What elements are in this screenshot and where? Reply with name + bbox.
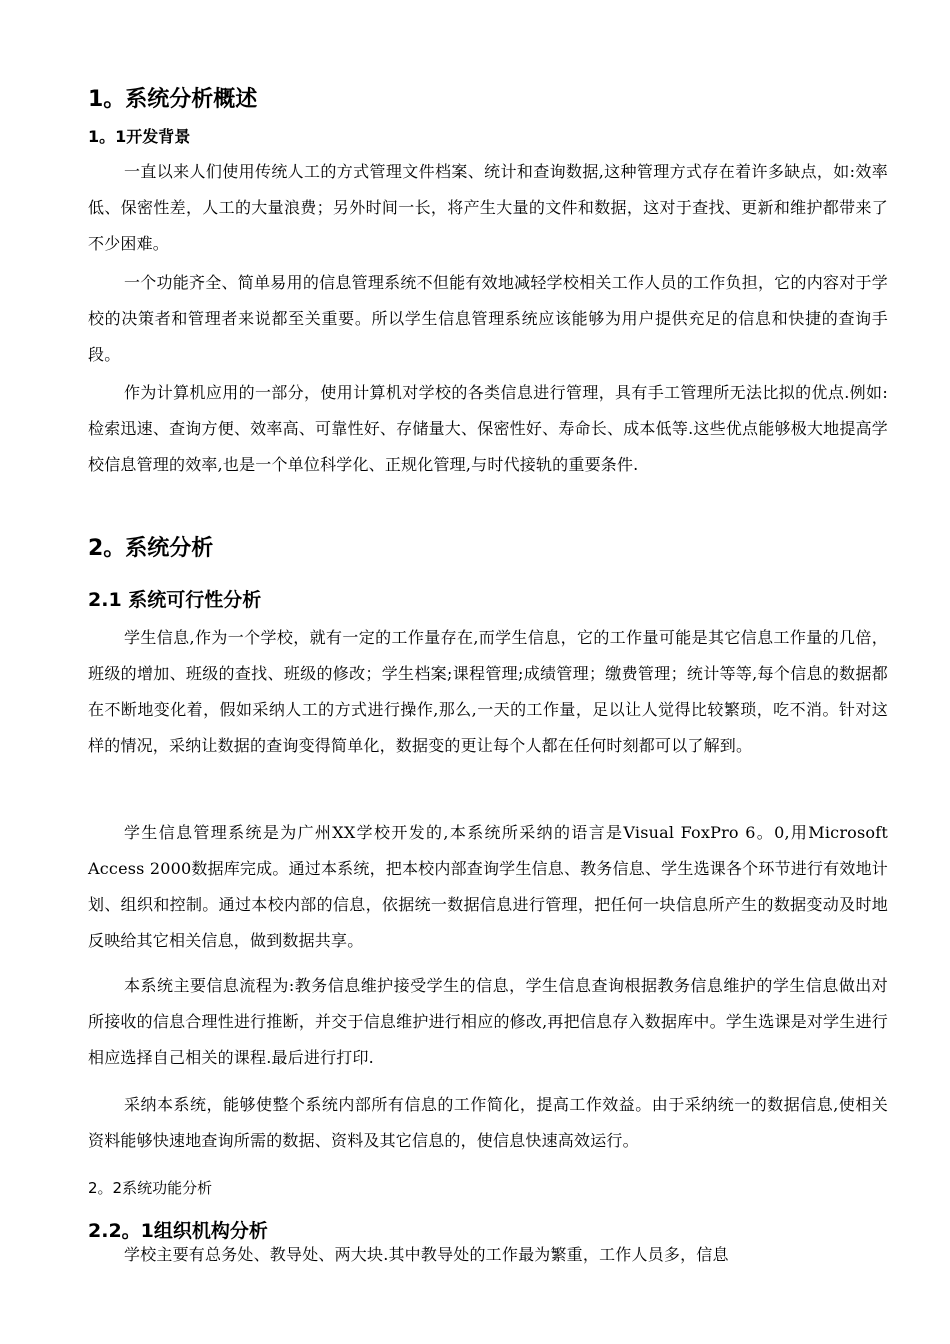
paragraph-feasibility-1: 学生信息,作为一个学校，就有一定的工作量存在,而学生信息，它的工作量可能是其它信息工作量的几倍，班级的增加、班级的查找、班级的修改；学生档案;课程管理;成绩管理；缴费管理；统计等等,每个信息的数据都在不断地变化着，假如采纳人工的方式进行操作,那么,一天的工作量，足以让人觉得比较繁琐，吃不消。针对这样的情况，采纳让数据的查询变得简单化，数据变的更让每个人都在任何时刻都可以了解到。 [88, 628, 888, 755]
paragraph-background-3: 作为计算机应用的一部分，使用计算机对学校的各类信息进行管理，具有手工管理所无法比拟的优点.例如:检索迅速、查询方便、效率高、可靠性好、存储量大、保密性好、寿命长、成本低等.这些优点能够极大地提高学校信息管理的效率,也是一个单位科学化、正规化管理,与时代接轨的重要条件. [88, 383, 888, 474]
section-1-title: 1。系统分析概述 [88, 87, 258, 112]
paragraph-organization-1: 学校主要有总务处、教导处、两大块.其中教导处的工作最为繁重，工作人员多，信息 [124, 1245, 729, 1264]
section-2-2-title: 2。2系统功能分析 [88, 1179, 213, 1197]
paragraph-feasibility-4: 采纳本系统，能够使整个系统内部所有信息的工作简化，提高工作效益。由于采纳统一的数据信息,使相关资料能够快速地查询所需的数据、资料及其它信息的，使信息快速高效运行。 [88, 1095, 888, 1150]
paragraph-feasibility-3: 本系统主要信息流程为:教务信息维护接受学生的信息，学生信息查询根据教务信息维护的学生信息做出对所接收的信息合理性进行推断，并交于信息维护进行相应的修改,再把信息存入数据库中。学生选课是对学生进行相应选择自己相关的课程.最后进行打印. [88, 976, 888, 1067]
paragraph-feasibility-2: 学生信息管理系统是为广州XX学校开发的,本系统所采纳的语言是Visual FoxPro 6。0,用Microsoft Access 2000数据库完成。通过本系统，把本校内部查询学生信息、教务信息、学生选课各个环节进行有效地计划、组织和控制。通过本校内部的信息，依据统一数据信息进行管理，把任何一块信息所产生的数据变动及时地反映给其它相关信息，做到数据共享。 [88, 823, 888, 950]
section-2-1-title: 2.1 系统可行性分析 [88, 589, 262, 611]
section-1-1-title: 1。1开发背景 [88, 127, 191, 146]
paragraph-background-2: 一个功能齐全、简单易用的信息管理系统不但能有效地减轻学校相关工作人员的工作负担，它的内容对于学校的决策者和管理者来说都至关重要。所以学生信息管理系统应该能够为用户提供充足的信息和快捷的查询手段。 [88, 273, 888, 364]
section-2-2-1-title: 2.2。1组织机构分析 [88, 1220, 268, 1242]
section-2-title: 2。系统分析 [88, 536, 214, 561]
paragraph-background-1: 一直以来人们使用传统人工的方式管理文件档案、统计和查询数据,这种管理方式存在着许多缺点，如:效率低、保密性差，人工的大量浪费；另外时间一长，将产生大量的文件和数据，这对于查找、更新和维护都带来了不少困难。 [88, 162, 888, 253]
